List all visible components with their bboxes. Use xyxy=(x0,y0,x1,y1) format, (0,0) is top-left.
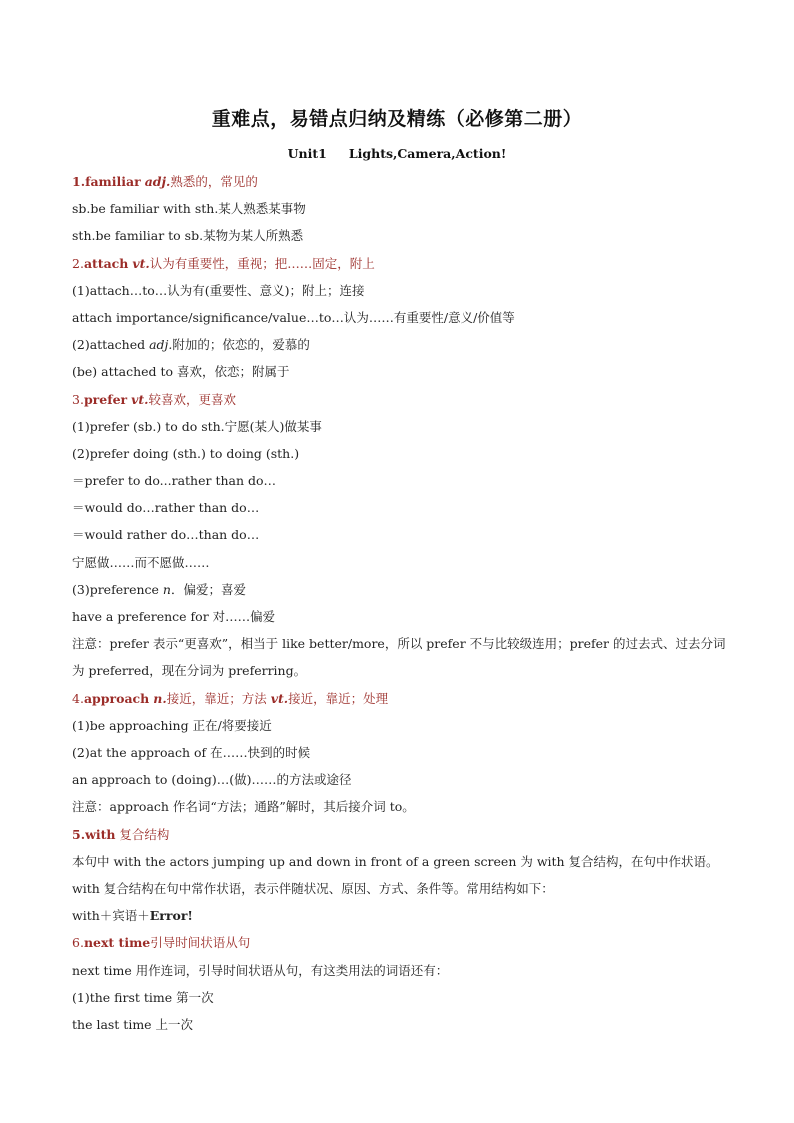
note-paragraph: 注意：prefer 表示“更喜欢”，相当于 like better/more，所以 prefer 不与比较级连用；prefer 的过去式、过去分词为 preferred，现在分词为 preferring。 xyxy=(72,636,726,679)
text-line: sth.be familiar to sb.某物为某人所熟悉 xyxy=(72,228,304,244)
section-heading-approach: 4.approach n.接近，靠近；方法 vt.接近，靠近；处理 xyxy=(72,690,389,706)
section-heading-attach: 2.attach vt.认为有重要性，重视；把……固定，附上 xyxy=(72,255,375,271)
text-line: (1)be approaching 正在/将要接近 xyxy=(72,717,272,733)
text-line: (2)prefer doing (sth.) to doing (sth.) xyxy=(72,445,300,461)
text-line: attach importance/significance/value…to…认为……有重要性/意义/价值等 xyxy=(72,309,515,325)
text-line: ＝would rather do…than do… xyxy=(72,527,260,543)
text-line: next time 用作连词，引导时间状语从句，有这类用法的词语还有： xyxy=(72,962,449,978)
section-heading-prefer: 3.prefer vt.较喜欢，更喜欢 xyxy=(72,391,237,407)
note-line: 注意：approach 作名词“方法；通路”解时，其后接介词 to。 xyxy=(72,799,415,815)
text-line: (2)attached adj.附加的；依恋的，爱慕的 xyxy=(72,337,310,353)
text-line: ＝would do…rather than do… xyxy=(72,500,260,516)
formula-line: with＋宾语＋Error! xyxy=(72,908,193,924)
page-title: 重难点，易错点归纳及精练（必修第二册） xyxy=(211,108,583,130)
unit-name: Lights,Camera,Action! xyxy=(348,146,507,161)
paragraph: 本句中 with the actors jumping up and down in front of a green screen 为 with 复合结构，在句中作状语。with 复合结构在句中常作状语，表示伴随状况、原因、方式、条件等。常用结构如下： xyxy=(72,853,719,896)
section-heading-with: 5.with 复合结构 xyxy=(72,826,170,842)
error-text: Error! xyxy=(149,908,193,924)
text-line: have a preference for 对……偏爱 xyxy=(72,609,276,624)
document-body xyxy=(72,168,728,1038)
text-line: (1)attach…to…认为有(重要性、意义)；附上；连接 xyxy=(72,282,365,298)
text-line: (3)preference n．偏爱；喜爱 xyxy=(72,581,246,597)
section-heading-next-time: 6.next time引导时间状语从句 xyxy=(72,935,251,951)
text-line: the last time 上一次 xyxy=(72,1016,194,1032)
unit-subtitle xyxy=(0,146,794,161)
text-line: sb.be familiar with sth.某人熟悉某事物 xyxy=(72,201,306,217)
text-line: 宁愿做……而不愿做…… xyxy=(72,554,210,570)
text-line: (1)prefer (sb.) to do sth.宁愿(某人)做某事 xyxy=(72,418,322,434)
section-heading-familiar: 1.familiar adj.熟悉的，常见的 xyxy=(72,174,258,189)
text-line: an approach to (doing)…(做)……的方法或途径 xyxy=(72,772,352,788)
text-line: (be) attached to 喜欢，依恋；附属于 xyxy=(72,364,290,380)
unit-label: Unit1 xyxy=(287,146,327,161)
text-line: (1)the first time 第一次 xyxy=(72,989,214,1005)
text-line: ＝prefer to do...rather than do… xyxy=(72,473,277,489)
text-line: (2)at the approach of 在……快到的时候 xyxy=(72,744,311,760)
